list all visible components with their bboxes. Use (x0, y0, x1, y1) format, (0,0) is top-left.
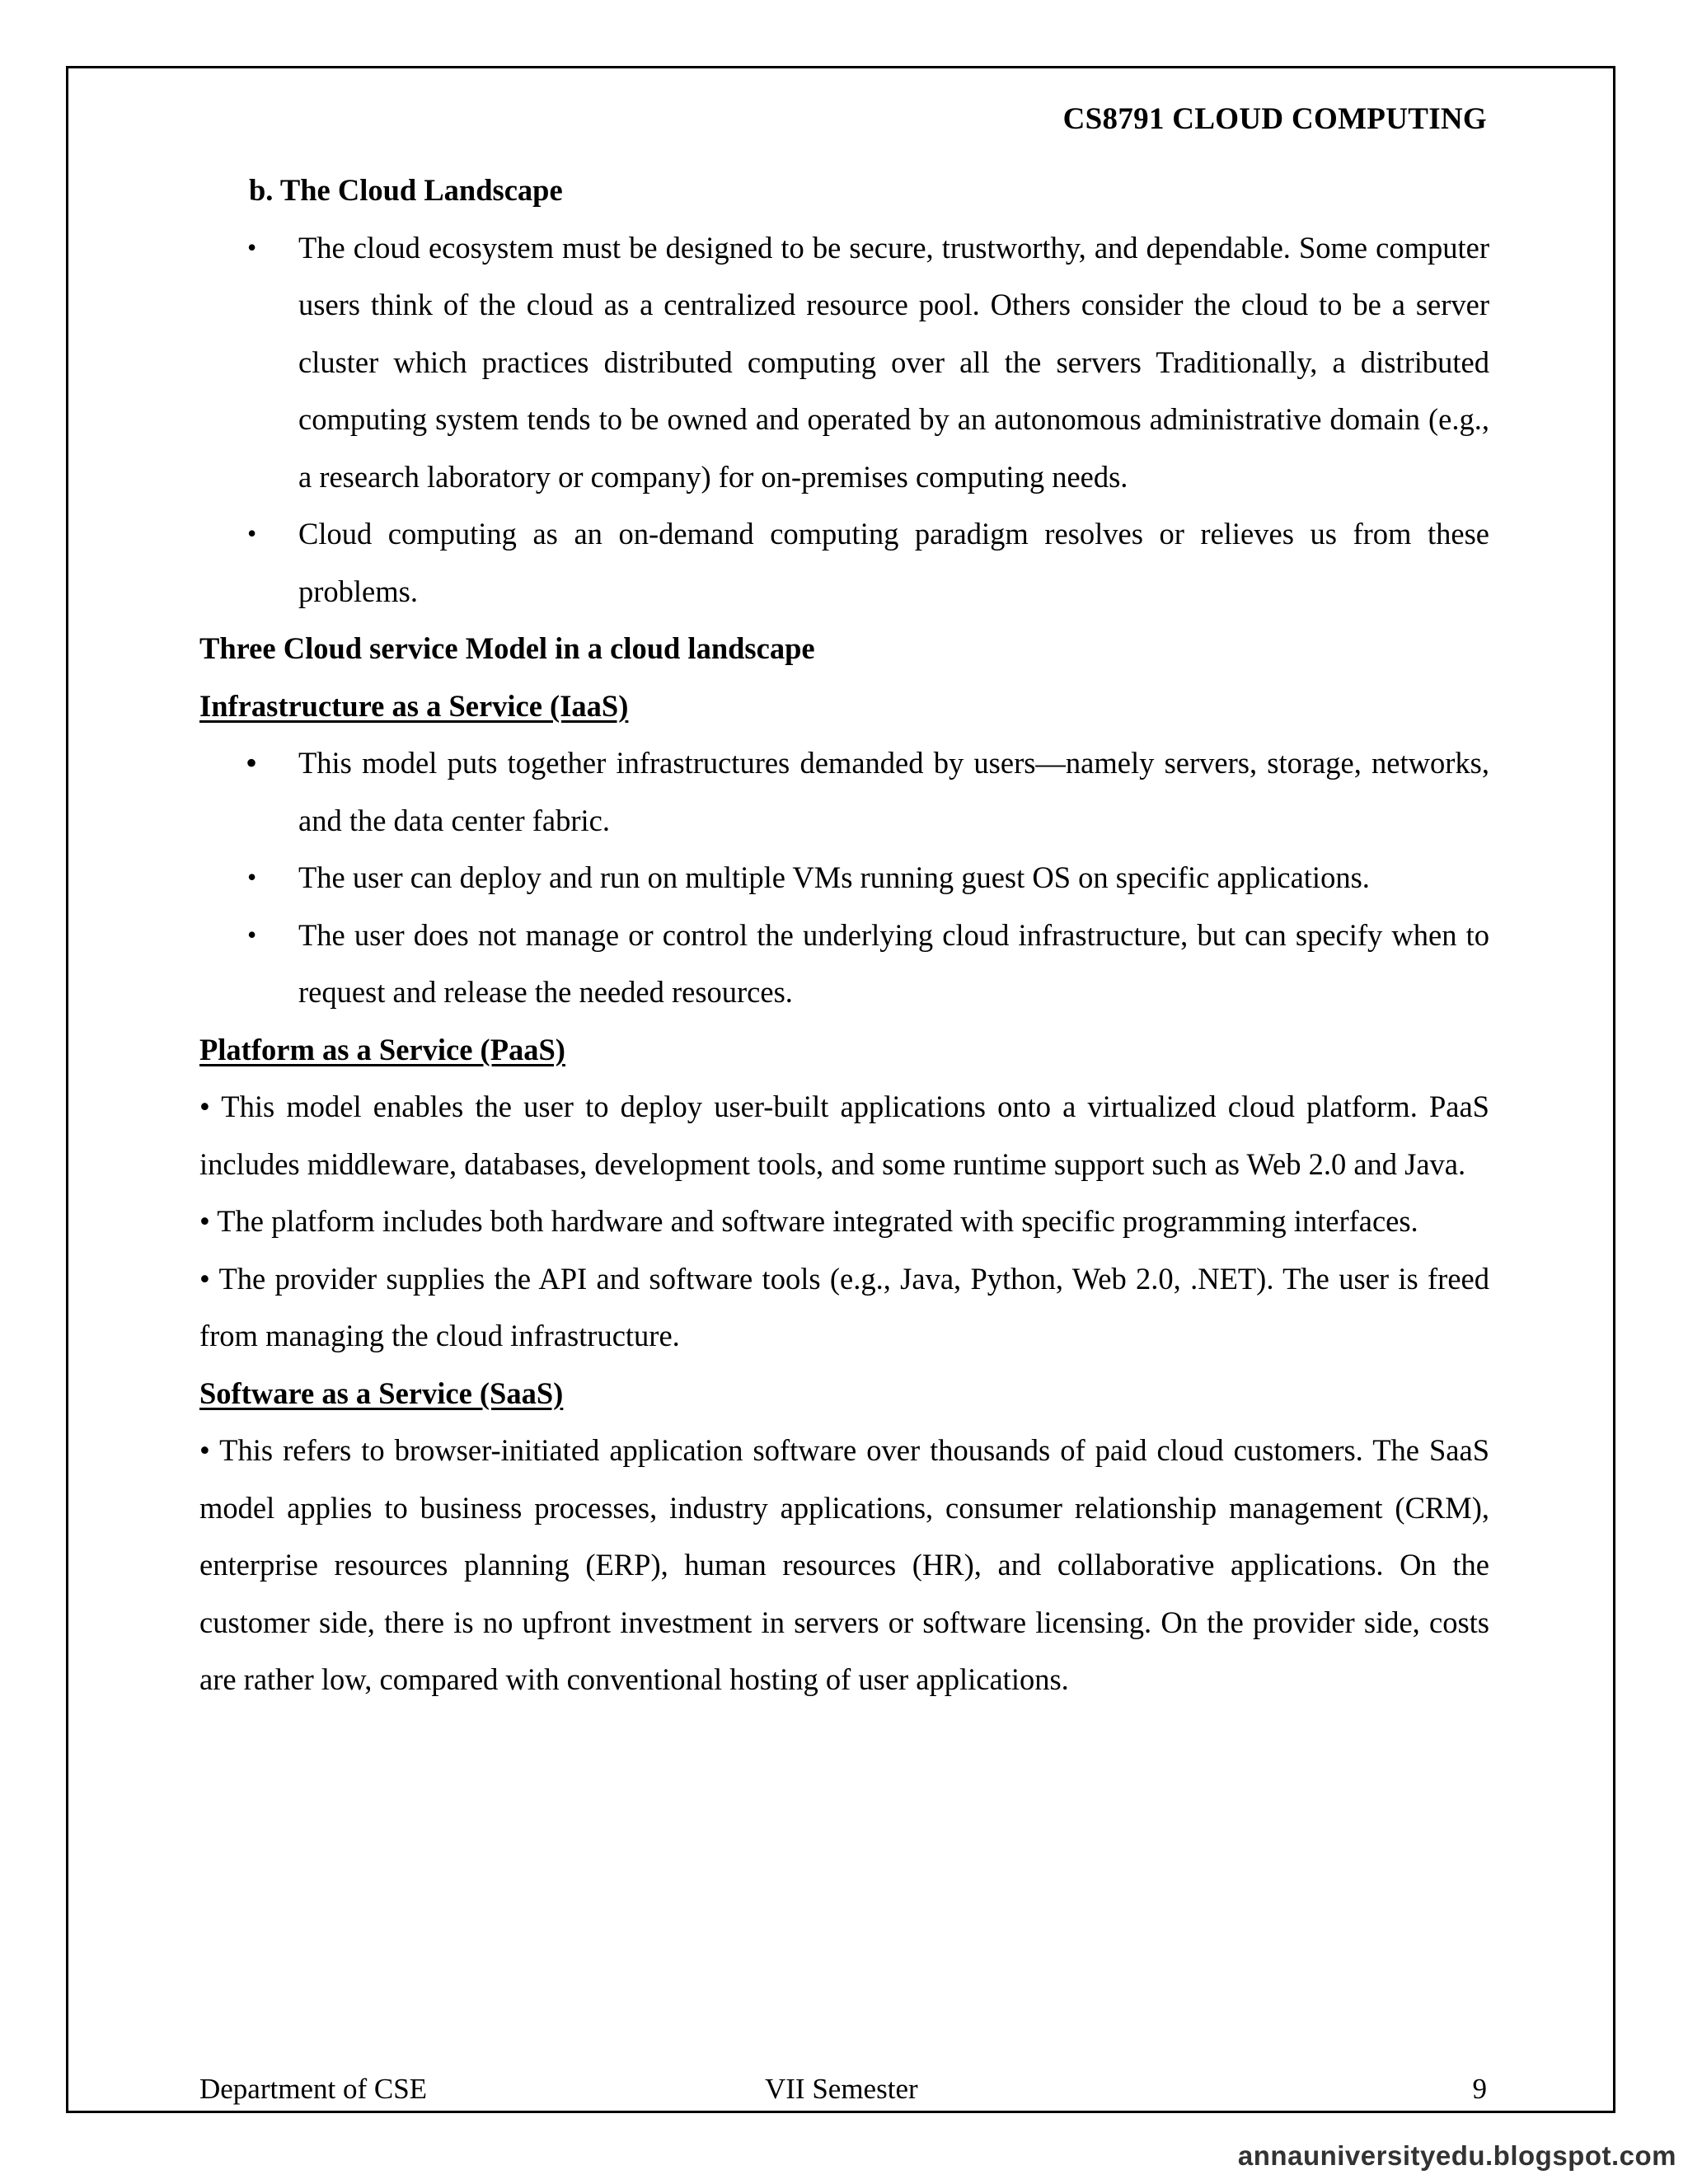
iaas-bullet-item (199, 734, 1489, 849)
bullet-icon: • (247, 232, 257, 262)
bullet-text: This model puts together infrastructures demanded by users—namely servers, storage, networks, and the data center fabric. (298, 746, 1489, 837)
bullet-text: The user does not manage or control the underlying cloud infrastructure, but can specify when to request and release the needed resources. (298, 917, 1489, 1009)
footer-department: Department of CSE (199, 2073, 428, 2105)
iaas-heading: Infrastructure as a Service (IaaS) (199, 688, 629, 723)
iaas-bullet-item (199, 907, 1489, 1021)
iaas-bullet-list (199, 734, 1489, 1021)
bullet-icon: • (247, 919, 257, 949)
saas-heading: Software as a Service (SaaS) (199, 1376, 564, 1410)
models-heading: Three Cloud service Model in a cloud landscape (199, 631, 815, 665)
footer-page-number: 9 (1472, 2073, 1487, 2105)
bullet-text: The user can deploy and run on multiple VMs running guest OS on specific applications. (298, 860, 1370, 894)
bullet-icon: • (247, 518, 257, 548)
watermark-url: annauniversityedu.blogspot.com (1237, 2140, 1676, 2171)
bullet-text: Cloud computing as an on-demand computing paradigm resolves or relieves us from these problems. (298, 517, 1489, 608)
footer-semester: VII Semester (765, 2073, 918, 2105)
paas-paragraph: • The platform includes both hardware and software integrated with specific programming interfaces. (199, 1204, 1418, 1238)
paas-paragraph: • The provider supplies the API and software tools (e.g., Java, Python, Web 2.0, .NET). The user is freed from managing the cloud infrastructure. (199, 1261, 1489, 1352)
landscape-bullet-item (199, 505, 1489, 620)
bullet-icon: • (246, 744, 258, 781)
iaas-bullet-item (199, 849, 1489, 907)
landscape-heading: b. The Cloud Landscape (249, 173, 563, 207)
bullet-text: The cloud ecosystem must be designed to be secure, trustworthy, and dependable. Some computer users think of the cloud as a centralized resource pool. Others consider the cloud to be a server cluster which practices distributed computing over all the servers Traditionally, a distributed computing system tends to be owned and operated by an autonomous administrative domain (e.g., a research laboratory or company) for on-premises computing needs. (298, 230, 1489, 494)
paas-heading: Platform as a Service (PaaS) (199, 1032, 565, 1066)
saas-paragraph: • This refers to browser-initiated application software over thousands of paid cloud customers. The SaaS model applies to business processes, industry applications, consumer relationship management (CRM), enterprise resources planning (ERP), human resources (HR), and collaborative applications. On the customer side, there is no upfront investment in servers or software licensing. On the provider side, costs are rather low, compared with conventional hosting of user applications. (199, 1433, 1489, 1696)
bullet-icon: • (247, 862, 257, 892)
landscape-bullet-list (199, 219, 1489, 621)
paas-paragraph: • This model enables the user to deploy user-built applications onto a virtualized cloud platform. PaaS includes middleware, databases, development tools, and some runtime support such as Web 2.0 and Java. (199, 1090, 1489, 1181)
landscape-bullet-item (199, 219, 1489, 506)
document-body (199, 162, 1489, 1708)
header-title: CS8791 CLOUD COMPUTING (1062, 102, 1487, 136)
